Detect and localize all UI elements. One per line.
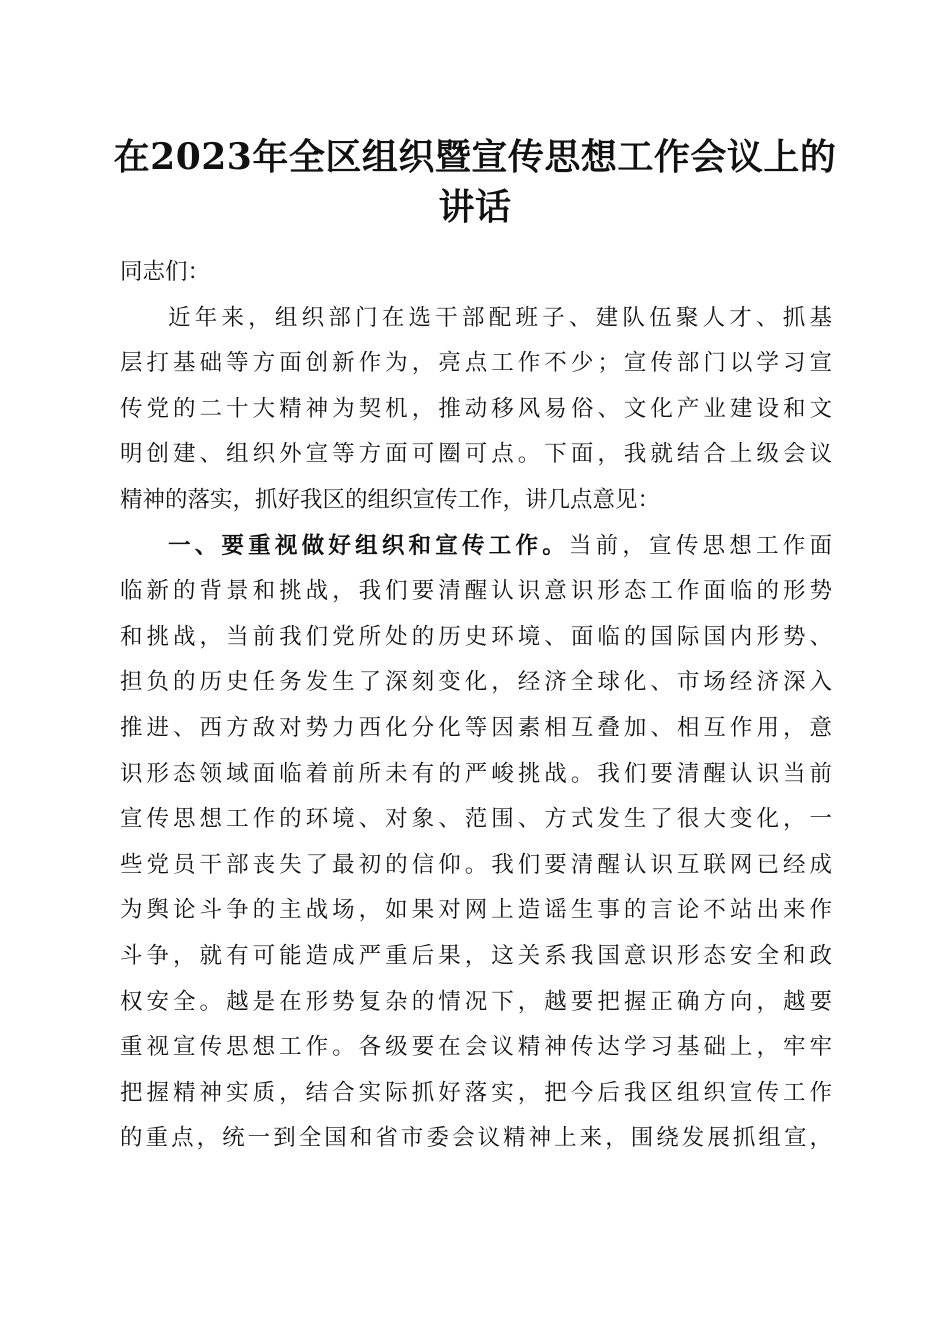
- section1-line-4: 推进、西方敌对势力西化分化等因素相互叠加、相互作用，意: [120, 714, 832, 741]
- section1-line-10: 权安全。越是在形势复杂的情况下，越要把握正确方向，越要: [120, 988, 832, 1015]
- section1-line-12: 把握精神实质，结合实际抓好落实，把今后我区组织宣传工作: [120, 1079, 832, 1106]
- document-body: [120, 250, 832, 1162]
- paragraph1-line-2: 层打基础等方面创新作为，亮点工作不少；宣传部门以学习宣: [120, 350, 832, 377]
- paragraph1-line-3: 传党的二十大精神为契机，推动移风易俗、文化产业建设和文: [120, 395, 832, 422]
- salutation: 同志们：: [120, 259, 211, 285]
- paragraph1-line-5: 精神的落实，抓好我区的组织宣传工作，讲几点意见：: [120, 486, 661, 513]
- title-line-1: 在2023年全区组织暨宣传思想工作会议上的: [113, 136, 837, 178]
- title-line-2: 讲话: [438, 186, 512, 228]
- section1-heading: 一、要重视做好组织和宣传工作。: [168, 532, 569, 559]
- section1-line-6: 宣传思想工作的环境、对象、范围、方式发生了很大变化，一: [120, 806, 832, 833]
- section1-line-2: 和挑战，当前我们党所处的历史环境、面临的国际国内形势、: [120, 623, 832, 650]
- section1-line-13: 的重点，统一到全国和省市委会议精神上来，围绕发展抓组宣，: [120, 1125, 832, 1152]
- section1-line-5: 识形态领域面临着前所未有的严峻挑战。我们要清醒认识当前: [120, 760, 832, 787]
- section1-line-1: 临新的背景和挑战，我们要清醒认识意识形态工作面临的形势: [120, 578, 832, 605]
- section1-first-rest: 当前，宣传思想工作面: [568, 532, 832, 559]
- section1-line-11: 重视宣传思想工作。各级要在会议精神传达学习基础上，牢牢: [120, 1034, 832, 1061]
- section1-line-8: 为舆论斗争的主战场，如果对网上造谣生事的言论不站出来作: [120, 897, 832, 924]
- section1-line-7: 些党员干部丧失了最初的信仰。我们要清醒认识互联网已经成: [120, 851, 832, 878]
- paragraph1-line-4: 明创建、组织外宣等方面可圈可点。下面，我就结合上级会议: [120, 441, 832, 468]
- section1-first-line: [120, 524, 832, 570]
- paragraph1-line-1: 近年来，组织部门在选干部配班子、建队伍聚人才、抓基: [168, 304, 832, 331]
- section1-line-3: 担负的历史任务发生了深刻变化，经济全球化、市场经济深入: [120, 669, 832, 696]
- document-title: [100, 137, 850, 227]
- section1-line-9: 斗争，就有可能造成严重后果，这关系我国意识形态安全和政: [120, 942, 832, 969]
